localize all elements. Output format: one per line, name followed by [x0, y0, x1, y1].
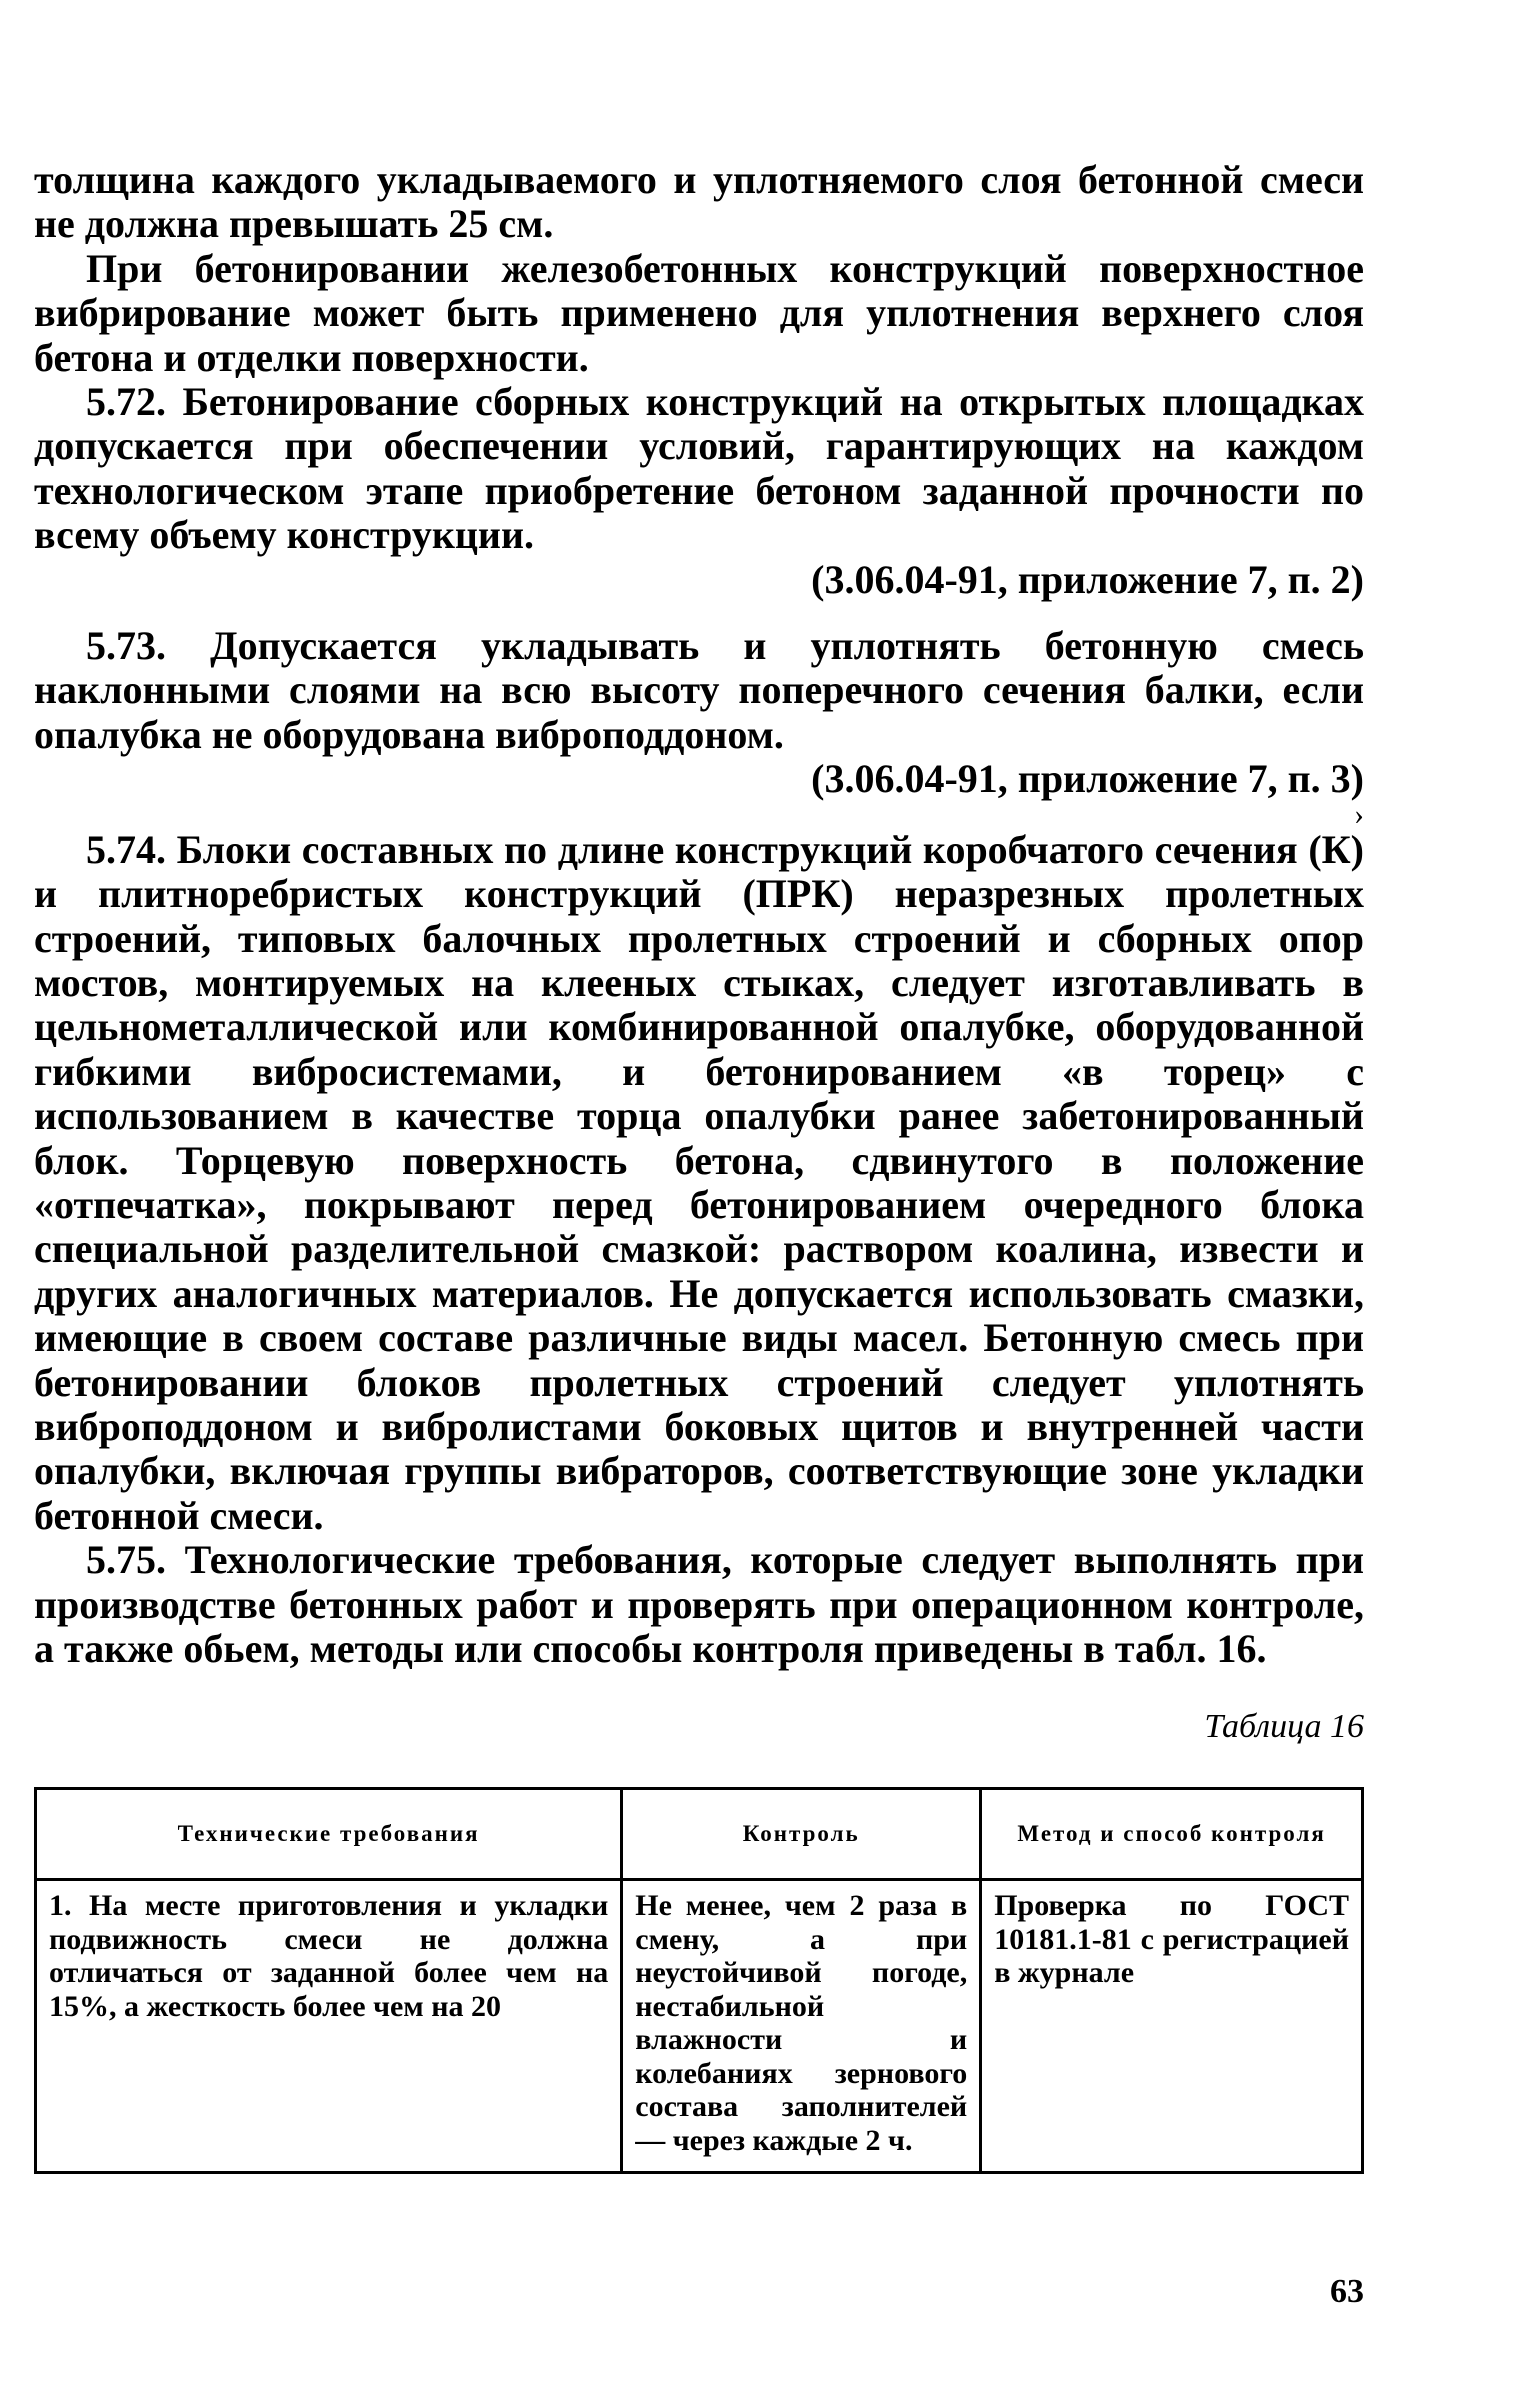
spacer — [34, 602, 1364, 624]
cell-method: Проверка по ГОСТ 10181.1-81 с регистрацией в журнале — [981, 1880, 1363, 2173]
table-header-row — [36, 1789, 1363, 1880]
clause-5-73: 5.73. Допускается укладывать и уплотнять бетонную смесь наклонными слоями на всю высоту поперечного сечения балки, если опалубка не оборудована виброподдоном. — [34, 623, 1364, 757]
paragraph-continuation: толщина каждого укладываемого и уплотняемого слоя бетонной смеси не должна превышать 25 см. — [34, 157, 1364, 247]
header-method: Метод и способ контроля — [981, 1789, 1363, 1880]
header-control: Контроль — [622, 1789, 981, 1880]
requirements-table — [34, 1787, 1364, 2174]
page-number: 63 — [1330, 2273, 1364, 2310]
clause-5-72: 5.72. Бетонирование сборных конструкций на открытых площадках допускается при обеспечении условий, гарантирующих на каждом технологическом этапе приобретение бетоном заданной прочности по всему объему конструкции. — [34, 379, 1364, 558]
header-technical-requirements: Технические требования — [36, 1789, 622, 1880]
table-row — [36, 1880, 1363, 2173]
reference-clause-5-72: (3.06.04-91, приложение 7, п. 2) — [811, 556, 1364, 602]
paragraph-surface-vibration: При бетонировании железобетонных конструкций поверхностное вибрирование может быть применено для уплотнения верхнего слоя бетона и отделки поверхности. — [34, 245, 1364, 380]
table-caption: Таблица 16 — [1204, 1708, 1364, 1746]
cell-control: Не менее, чем 2 раза в смену, а при неустойчивой погоде, нестабильной влажности и колебаниях зернового состава заполнителей — через каждые 2 ч. — [622, 1880, 981, 2173]
clause-5-74: 5.74. Блоки составных по длине конструкций коробчатого сечения (К) и плитноребристых конструкций (ПРК) неразрезных пролетных строений, типовых балочных пролетных строений и сборных опор мостов, монтируемых на клееных стыках, следует изготавливать в цельнометаллической или комбинированной опалубке, оборудованной гибкими вибросистемами, и бетонированием «в торец» с использованием в качестве торца опалубки ранее забетонированный блок. Торцевую поверхность бетона, сдвинутого в положение «отпечатка», покрывают перед бетонированием очередного блока специальной разделительной смазкой: раствором коалина, извести и других аналогичных материалов. Не допускается использовать смазки, имеющие в своем составе различные виды масел. Бетонную смесь при бетонировании блоков пролетных строений следует уплотнять виброподдоном и вибролистами боковых щитов и внутренней части опалубки, включая группы вибраторов, соответствующие зоне укладки бетонной смеси. — [34, 826, 1364, 1538]
margin-mark: › — [1354, 797, 1364, 831]
cell-requirement: 1. На месте приготовления и укладки подвижность смеси не должна отличаться от заданной более чем на 15%, а жесткость более чем на 20 — [36, 1880, 622, 2173]
reference-clause-5-73: (3.06.04-91, приложение 7, п. 3) — [811, 756, 1364, 802]
page-body — [34, 158, 1364, 2174]
clause-5-75: 5.75. Технологические требования, которые следует выполнять при производстве бетонных работ и проверять при операционном контроле, а также обьем, методы или способы контроля приведены в табл. 16. — [34, 1537, 1364, 1671]
